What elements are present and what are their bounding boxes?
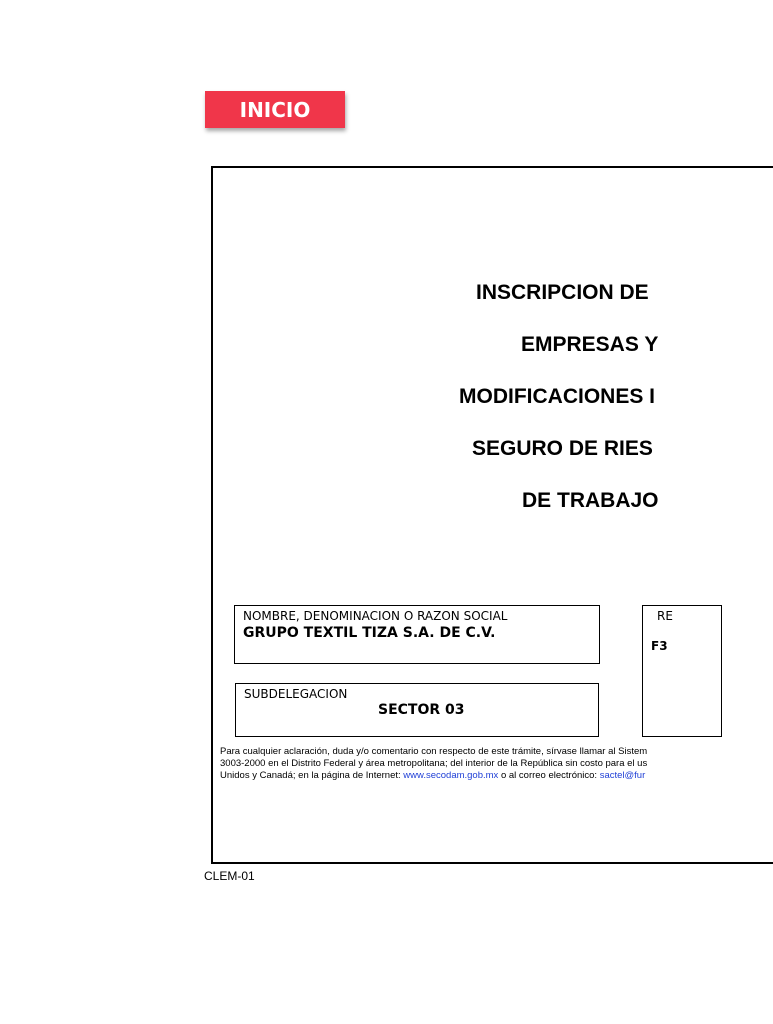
contact-line-1: Para cualquier aclaración, duda y/o comentario con respecto de este trámite, sírvase llamar al Sistem <box>220 746 648 757</box>
subdelegacion-field <box>235 683 599 737</box>
razon-social-label: NOMBRE, DENOMINACION O RAZON SOCIAL <box>243 609 508 623</box>
form-title-line-1: INSCRIPCION DE <box>476 281 649 304</box>
contact-info <box>220 746 740 782</box>
email-link[interactable]: sactel@fur <box>599 770 646 781</box>
contact-line-3 <box>220 770 740 782</box>
inicio-button[interactable]: INICIO <box>205 91 345 128</box>
subdelegacion-label: SUBDELEGACION <box>244 687 348 701</box>
form-title-line-2: EMPRESAS Y <box>521 333 659 356</box>
form-sheet <box>211 166 673 864</box>
website-link[interactable]: www.secodam.gob.mx <box>403 770 499 781</box>
registro-field <box>642 605 722 737</box>
form-title-line-5: DE TRABAJO <box>522 489 659 512</box>
contact-line-2: 3003-2000 en el Distrito Federal y área metropolitana; del interior de la República sin costo para el us <box>220 758 648 769</box>
form-title-line-3: MODIFICACIONES I <box>459 385 656 408</box>
subdelegacion-value: SECTOR 03 <box>378 702 465 718</box>
form-title-line-4: SEGURO DE RIES <box>472 437 653 460</box>
form-code: CLEM-01 <box>204 869 255 883</box>
contact-line-3-middle: o al correo electrónico: <box>498 770 600 781</box>
registro-value: F3 <box>651 639 668 653</box>
contact-line-3-prefix: Unidos y Canadá; en la página de Internet: <box>220 770 404 781</box>
razon-social-field <box>234 605 600 664</box>
razon-social-value: GRUPO TEXTIL TIZA S.A. DE C.V. <box>243 625 496 641</box>
registro-label: RE <box>657 609 673 623</box>
